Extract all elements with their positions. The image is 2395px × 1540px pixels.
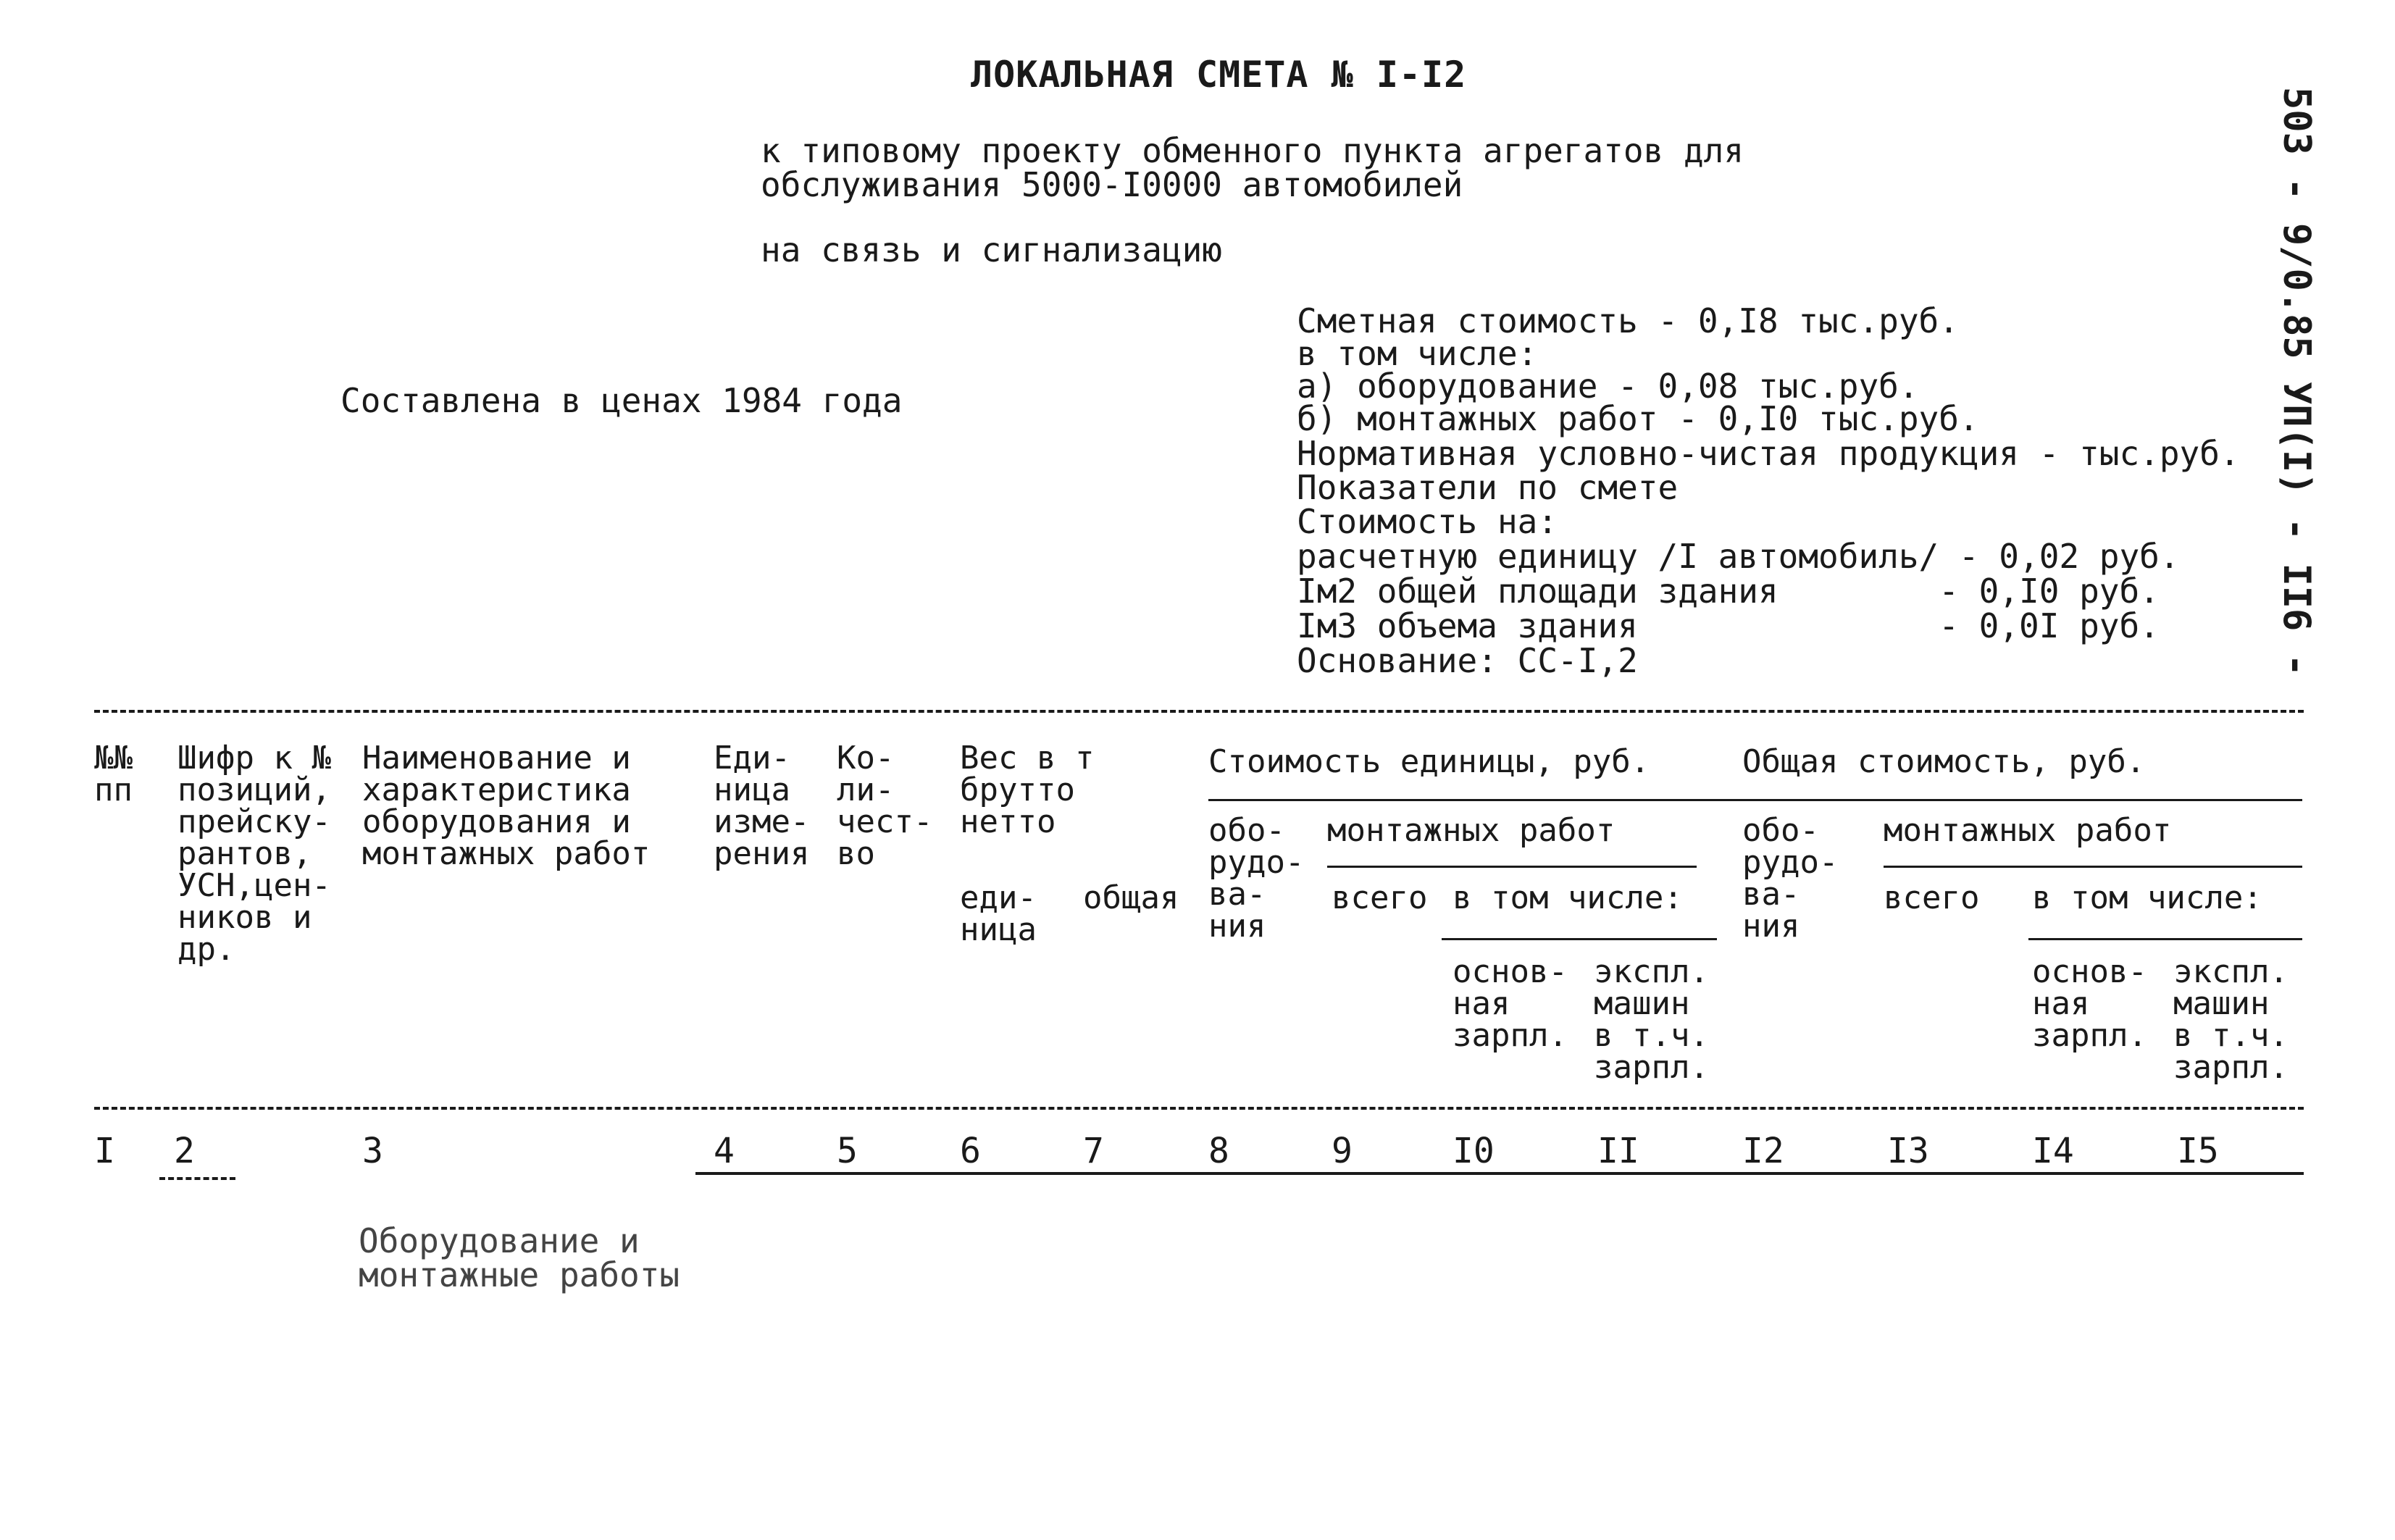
col-header-10: основ- ная зарпл. bbox=[1453, 953, 1568, 1054]
column-number: I bbox=[94, 1131, 115, 1171]
col-header-2: Шифр к № позиций, прейску- рантов, УСН,цен- ников и др. bbox=[177, 740, 331, 968]
col-header-13: всего bbox=[1884, 879, 1980, 916]
summary-line: в том числе: bbox=[1297, 334, 1538, 373]
col-header-weight: Вес в т брутто нетто bbox=[960, 740, 1095, 840]
summary-line: Нормативная условно-чистая продукция - тыс.руб. bbox=[1297, 434, 2240, 473]
column-number: I4 bbox=[2032, 1131, 2074, 1171]
col-header-8: обо- рудо- ва- ния bbox=[1208, 812, 1305, 945]
summary-line: расчетную единицу /I автомобиль/ - 0,02 руб. bbox=[1297, 537, 2180, 576]
summary-line: Сметная стоимость - 0,I8 тыс.руб. bbox=[1297, 301, 1959, 340]
column-number: II bbox=[1597, 1131, 1639, 1171]
summary-line: Iм2 общей площади здания - 0,I0 руб. bbox=[1297, 572, 2160, 611]
col-header-9: всего bbox=[1332, 879, 1428, 916]
mont2-rule bbox=[1884, 866, 2302, 868]
column-number: I2 bbox=[1742, 1131, 1784, 1171]
col-header-mont1: монтажных работ bbox=[1327, 812, 1616, 849]
section-line: на связь и сигнализацию bbox=[761, 230, 1222, 269]
header-bottom-rule bbox=[94, 1107, 2304, 1110]
column-number: 5 bbox=[837, 1131, 858, 1171]
column-number: 9 bbox=[1332, 1131, 1353, 1171]
column-number: 3 bbox=[362, 1131, 383, 1171]
column-number: 6 bbox=[960, 1131, 981, 1171]
section-heading-line-2: монтажные работы bbox=[359, 1255, 680, 1294]
col-header-mont2: монтажных работ bbox=[1884, 812, 2172, 849]
table-top-rule bbox=[94, 710, 2304, 713]
side-document-code: 503 - 9/0.85 УП(I) - II6 - bbox=[2275, 87, 2318, 677]
compiled-prices-note: Составлена в ценах 1984 года bbox=[340, 381, 903, 420]
summary-line: а) оборудование - 0,08 тыс.руб. bbox=[1297, 367, 1919, 406]
column-number: I0 bbox=[1453, 1131, 1495, 1171]
incl1-rule bbox=[1442, 938, 1717, 940]
col-header-12: обо- рудо- ва- ния bbox=[1742, 812, 1839, 945]
col-header-3: Наименование и характеристика оборудования и монтажных работ bbox=[362, 740, 651, 872]
col-header-15: экспл. машин в т.ч. зарпл. bbox=[2173, 953, 2289, 1086]
col-header-7: общая bbox=[1083, 879, 1179, 916]
column-number: 4 bbox=[714, 1131, 735, 1171]
col-header-5: Ко- ли- чест- во bbox=[837, 740, 933, 872]
summary-line: Iм3 объема здания - 0,0I руб. bbox=[1297, 606, 2160, 645]
col-header-unit-cost: Стоимость единицы, руб. bbox=[1208, 743, 1650, 780]
summary-line: б) монтажных работ - 0,I0 тыс.руб. bbox=[1297, 399, 1979, 438]
incl2-rule bbox=[2028, 938, 2302, 940]
col-header-1: №№ пп bbox=[94, 740, 133, 808]
col-header-total-cost: Общая стоимость, руб. bbox=[1742, 743, 2146, 780]
mont1-rule bbox=[1327, 866, 1697, 868]
col-header-11: экспл. машин в т.ч. зарпл. bbox=[1594, 953, 1709, 1086]
col-header-14: основ- ная зарпл. bbox=[2032, 953, 2147, 1054]
column-number: 2 bbox=[174, 1131, 195, 1171]
subtitle-line-1: к типовому проекту обменного пункта агрегатов для bbox=[761, 131, 1744, 170]
summary-line: Показатели по смете bbox=[1297, 468, 1679, 507]
col-header-incl1: в том числе: bbox=[1453, 879, 1683, 916]
colnum-underline-left bbox=[159, 1177, 235, 1180]
col-header-incl2: в том числе: bbox=[2032, 879, 2262, 916]
colnum-underline-right bbox=[695, 1172, 2304, 1175]
document-title: ЛОКАЛЬНАЯ СМЕТА № I-I2 bbox=[971, 54, 1467, 96]
summary-line: Основание: СС-I,2 bbox=[1297, 641, 1638, 680]
section-heading-line-1: Оборудование и bbox=[359, 1221, 640, 1260]
column-number: 8 bbox=[1208, 1131, 1229, 1171]
column-number: 7 bbox=[1083, 1131, 1104, 1171]
col-header-6: еди- ница bbox=[960, 879, 1037, 948]
subtitle-line-2: обслуживания 5000-I0000 автомобилей bbox=[761, 165, 1463, 204]
column-number: I5 bbox=[2177, 1131, 2219, 1171]
col-header-4: Еди- ница изме- рения bbox=[714, 740, 810, 872]
summary-line: Стоимость на: bbox=[1297, 502, 1558, 541]
column-number: I3 bbox=[1887, 1131, 1929, 1171]
cost-header-rule bbox=[1208, 799, 2302, 801]
